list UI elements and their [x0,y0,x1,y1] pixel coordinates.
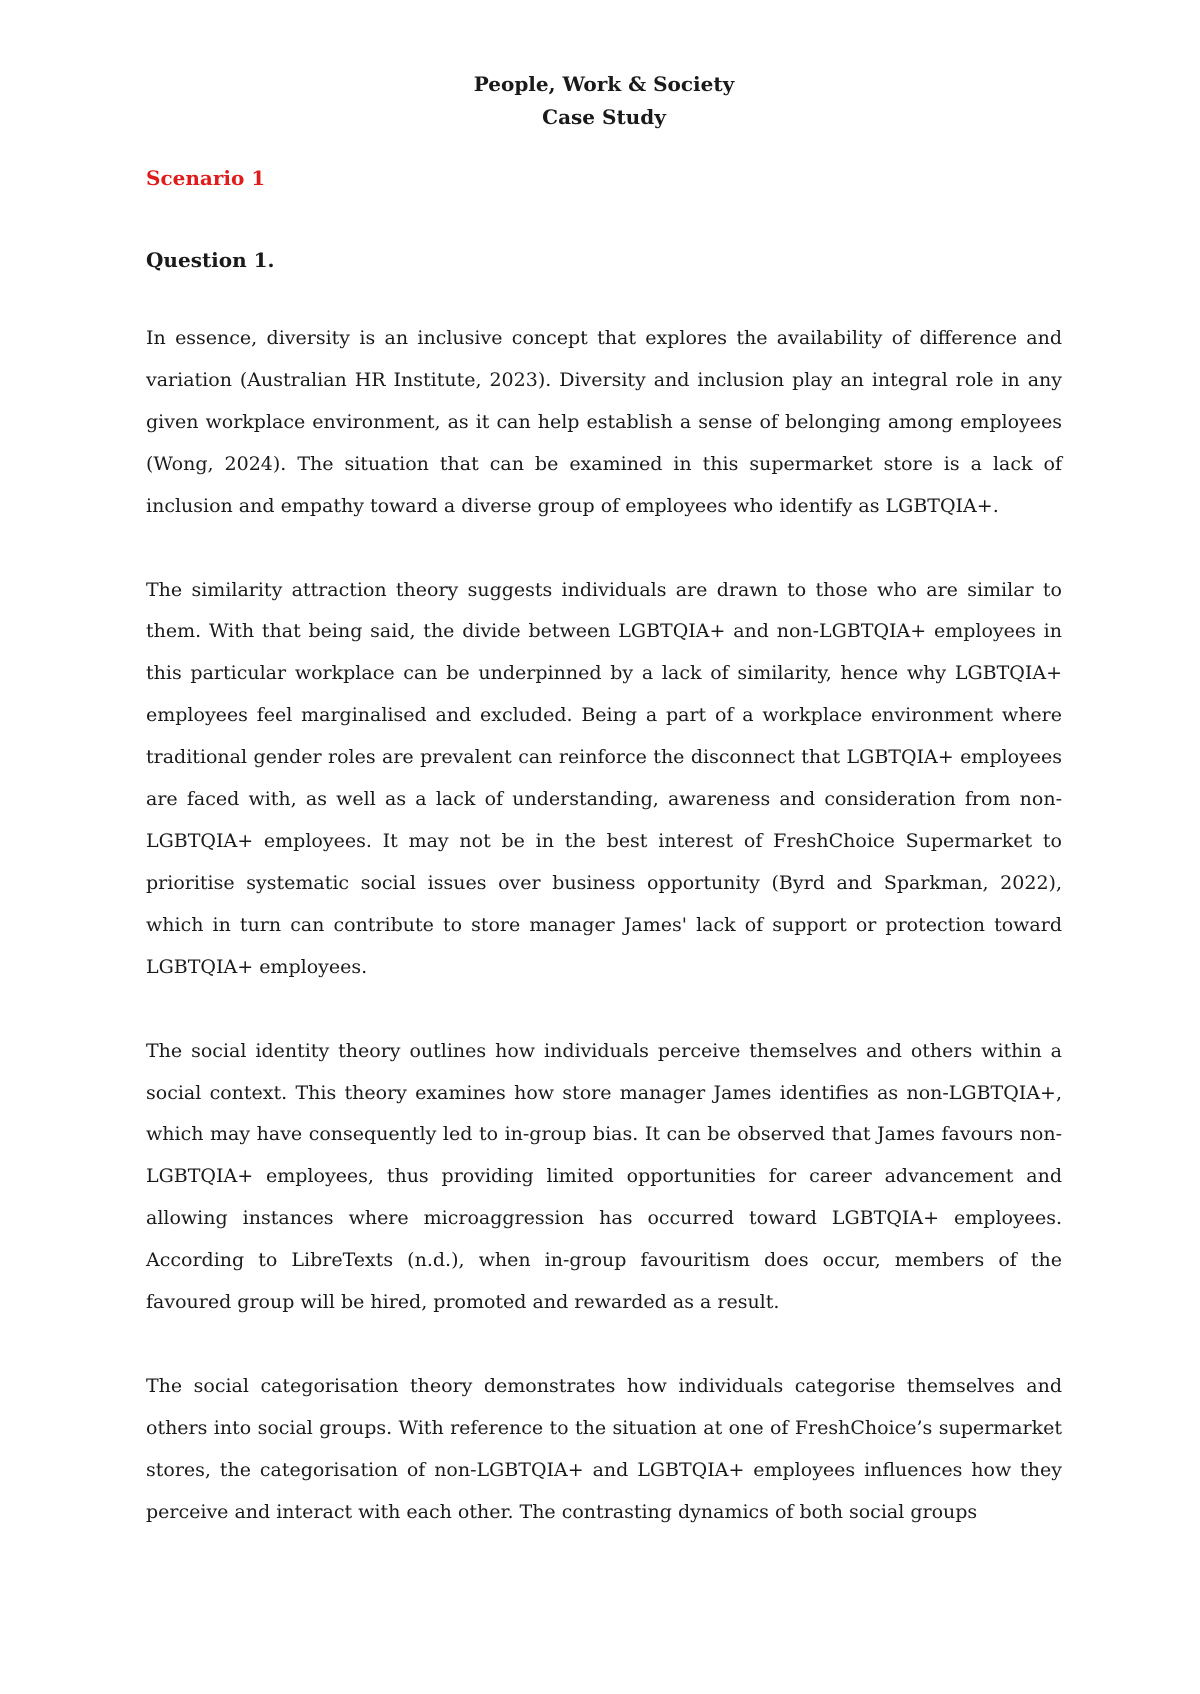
question-heading: Question 1. [146,248,275,272]
scenario-heading: Scenario 1 [146,166,266,190]
paragraph-similarity-attraction: The similarity attraction theory suggests individuals are drawn to those who are similar to them. With that being said, the divide between LGBTQIA+ and non-LGBTQIA+ employees in this particular workplace can be underpinned by a lack of similarity, hence why LGBTQIA+ employees feel marginalised and excluded. Being a part of a workplace environment where traditional gender roles are prevalent can reinforce the disconnect that LGBTQIA+ employees are faced with, as well as a lack of understanding, awareness and consideration from non-LGBTQIA+ employees. It may not be in the best interest of FreshChoice Supermarket to prioritise systematic social issues over business opportunity (Byrd and Sparkman, 2022), which in turn can contribute to store manager James' lack of support or protection toward LGBTQIA+ employees. [146,578,1062,978]
paragraph-social-identity: The social identity theory outlines how individuals perceive themselves and others within a social context. This theory examines how store manager James identifies as non-LGBTQIA+, which may have consequently led to in-group bias. It can be observed that James favours non-LGBTQIA+ employees, thus providing limited opportunities for career advancement and allowing instances where microaggression has occurred toward LGBTQIA+ employees. According to LibreTexts (n.d.), when in-group favouritism does occur, members of the favoured group will be hired, promoted and rewarded as a result. [146,1039,1062,1314]
document-subtitle: Case Study [542,105,666,129]
document-title: People, Work & Society [473,72,735,96]
paragraph-diversity-intro: In essence, diversity is an inclusive concept that explores the availability of difference and variation (Australian HR Institute, 2023). Diversity and inclusion play an integral role in any given workplace environment, as it can help establish a sense of belonging among employees (Wong, 2024). The situation that can be examined in this supermarket store is a lack of inclusion and empathy toward a diverse group of employees who identify as LGBTQIA+. [146,327,1062,517]
document-title-block [146,68,1062,134]
paragraph-social-categorisation: The social categorisation theory demonstrates how individuals categorise themselves and others into social groups. With reference to the situation at one of FreshChoice’s supermarket stores, the categorisation of non-LGBTQIA+ and LGBTQIA+ employees influences how they perceive and interact with each other. The contrasting dynamics of both social groups [146,1374,1062,1523]
